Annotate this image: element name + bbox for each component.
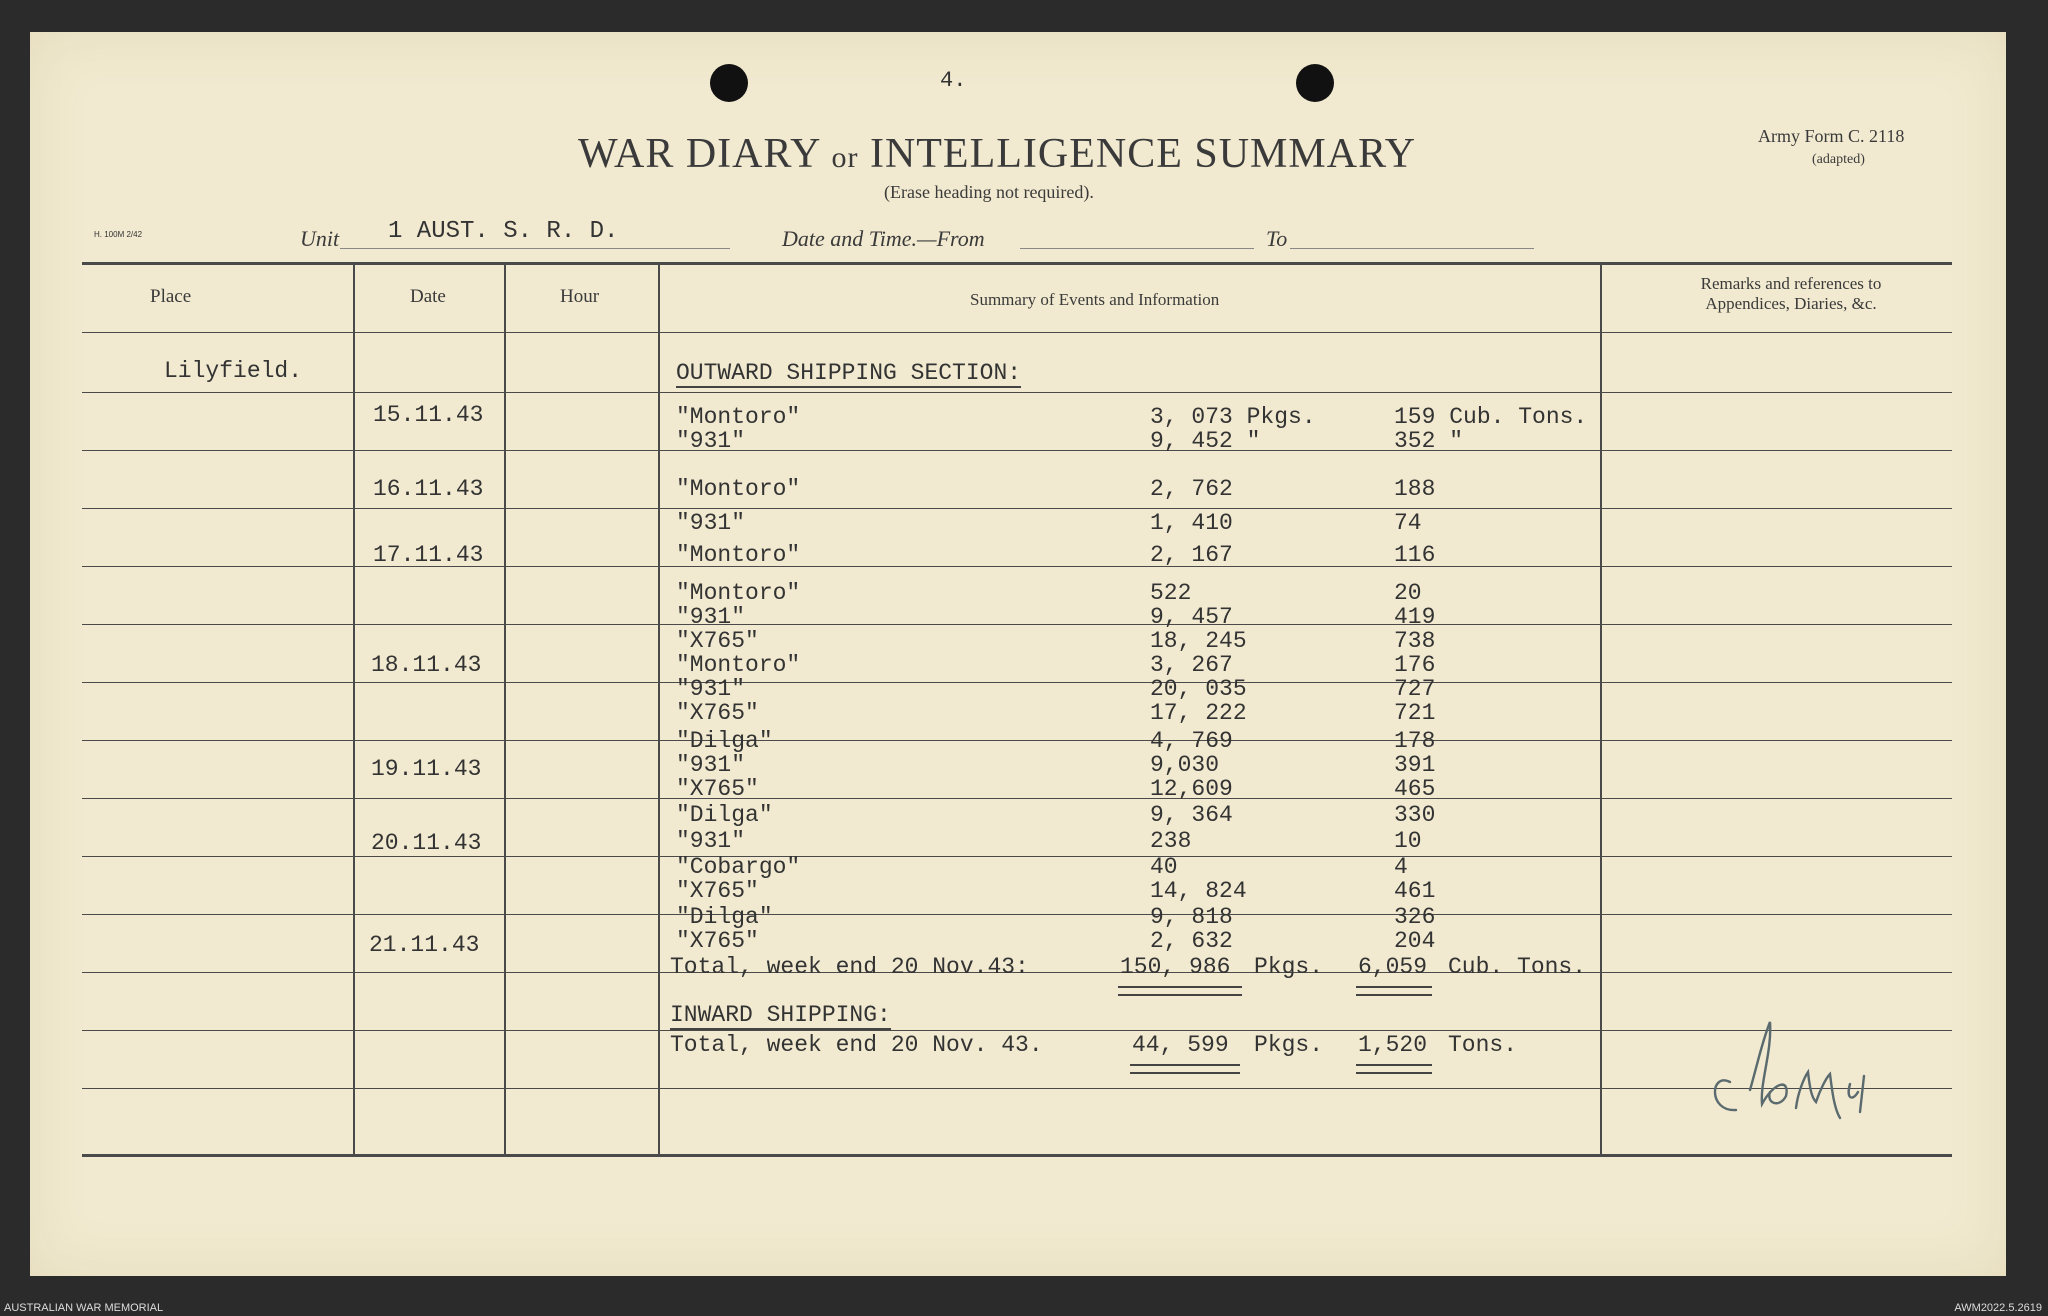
date-cell: 18.11.43	[371, 652, 482, 678]
row-rule	[82, 740, 1952, 741]
inward-total-tons: 1,520	[1358, 1032, 1428, 1058]
total-pkgs-underline	[1118, 986, 1242, 996]
entry-tons: 116	[1394, 542, 1436, 568]
column-hour: Hour	[560, 286, 600, 307]
entry-tons: 188	[1394, 476, 1436, 502]
outward-total-label: Total, week end 20 Nov.43:	[670, 954, 1029, 980]
inward-total-pkgs-unit: Pkgs.	[1254, 1032, 1324, 1058]
remarks-line-1: Remarks and references to	[1700, 274, 1882, 293]
entry-ship: "X765"	[676, 776, 759, 802]
entry-pkgs: 9,030	[1150, 752, 1220, 778]
entry-pkgs: 12,609	[1150, 776, 1233, 802]
entry-pkgs: 20, 035	[1150, 676, 1247, 702]
punch-hole-left	[710, 64, 748, 102]
entry-tons: 465	[1394, 776, 1436, 802]
row-rule	[82, 332, 1952, 333]
title-left: WAR DIARY	[578, 131, 820, 177]
row-rule	[82, 392, 1952, 393]
entry-tons: 721	[1394, 700, 1436, 726]
entry-ship: "931"	[676, 428, 746, 454]
column-date: Date	[410, 286, 446, 307]
page-number: 4.	[940, 68, 967, 93]
table-top-rule	[82, 262, 1952, 265]
column-remarks	[1664, 274, 1918, 314]
remarks-line-2: Appendices, Diaries, &c.	[1705, 294, 1877, 313]
column-place: Place	[150, 286, 192, 307]
entry-ship: "931"	[676, 828, 746, 854]
entry-pkgs: 9, 457	[1150, 604, 1233, 630]
outward-total-tons-unit: Cub. Tons.	[1448, 954, 1587, 980]
entry-ship: "X765"	[676, 928, 759, 954]
inward-total-tons-unit: Tons.	[1448, 1032, 1518, 1058]
entry-pkgs: 9, 818	[1150, 904, 1233, 930]
row-rule	[82, 450, 1952, 451]
adapted-note: (adapted)	[1812, 152, 1865, 167]
entry-tons: 10	[1394, 828, 1422, 854]
unit-label: Unit	[300, 226, 340, 251]
title-or: or	[831, 141, 859, 174]
entry-ship: "Montoro"	[676, 476, 801, 502]
entry-tons: 204	[1394, 928, 1436, 954]
entry-ship: "Dilga"	[676, 728, 773, 754]
date-cell: 19.11.43	[371, 756, 482, 782]
entry-tons: 20	[1394, 580, 1422, 606]
entry-pkgs: 18, 245	[1150, 628, 1247, 654]
entry-pkgs: 4, 769	[1150, 728, 1233, 754]
outward-total-pkgs: 150, 986	[1120, 954, 1231, 980]
entry-tons: 159 Cub. Tons.	[1394, 404, 1588, 430]
date-cell: 20.11.43	[371, 830, 482, 856]
entry-ship: "Montoro"	[676, 542, 801, 568]
entry-ship: "931"	[676, 752, 746, 778]
entry-pkgs: 14, 824	[1150, 878, 1247, 904]
print-code: H. 100M 2/42	[94, 230, 143, 239]
row-rule	[82, 856, 1952, 857]
column-summary: Summary of Events and Information	[970, 290, 1220, 309]
entry-ship: "Dilga"	[676, 904, 773, 930]
entry-tons: 4	[1394, 854, 1408, 880]
entry-pkgs: 238	[1150, 828, 1192, 854]
unit-value: 1 AUST. S. R. D.	[388, 218, 619, 245]
date-cell: 16.11.43	[373, 476, 484, 502]
subtitle: (Erase heading not required).	[884, 182, 1094, 202]
entry-ship: "Cobargo"	[676, 854, 801, 880]
row-rule	[82, 682, 1952, 683]
page-title	[578, 130, 1416, 178]
col-divider-hour	[658, 264, 660, 1154]
row-rule	[82, 798, 1952, 799]
entry-ship: "931"	[676, 604, 746, 630]
col-divider-date	[504, 264, 506, 1154]
entry-tons: 738	[1394, 628, 1436, 654]
inward-pkgs-underline	[1130, 1064, 1240, 1074]
total-tons-underline	[1356, 986, 1432, 996]
table-bottom-rule	[82, 1154, 1952, 1157]
col-divider-summary	[1600, 264, 1602, 1154]
date-time-label: Date and Time.—From	[782, 226, 985, 251]
entry-ship: "931"	[676, 676, 746, 702]
date-cell: 15.11.43	[373, 402, 484, 428]
row-rule	[82, 1088, 1952, 1089]
entry-tons: 461	[1394, 878, 1436, 904]
inward-total-pkgs: 44, 599	[1132, 1032, 1229, 1058]
entry-pkgs: 1, 410	[1150, 510, 1233, 536]
entry-pkgs: 17, 222	[1150, 700, 1247, 726]
inward-total-label: Total, week end 20 Nov. 43.	[670, 1032, 1043, 1058]
punch-hole-right	[1296, 64, 1334, 102]
row-rule	[82, 1030, 1952, 1031]
entry-pkgs: 3, 267	[1150, 652, 1233, 678]
title-right: INTELLIGENCE SUMMARY	[869, 131, 1417, 177]
col-divider-place	[353, 264, 355, 1154]
entry-pkgs: 2, 632	[1150, 928, 1233, 954]
outward-total-pkgs-unit: Pkgs.	[1254, 954, 1324, 980]
entry-tons: 326	[1394, 904, 1436, 930]
entry-pkgs: 3, 073 Pkgs.	[1150, 404, 1316, 430]
section-outward: OUTWARD SHIPPING SECTION:	[676, 360, 1022, 386]
entry-pkgs: 2, 762	[1150, 476, 1233, 502]
entry-pkgs: 40	[1150, 854, 1178, 880]
entry-ship: "X765"	[676, 878, 759, 904]
entry-ship: "Montoro"	[676, 652, 801, 678]
entry-pkgs: 2, 167	[1150, 542, 1233, 568]
entry-ship: "X765"	[676, 700, 759, 726]
to-line	[1290, 248, 1534, 249]
entry-tons: 419	[1394, 604, 1436, 630]
row-rule	[82, 624, 1952, 625]
row-rule	[82, 566, 1952, 567]
row-rule	[82, 914, 1952, 915]
entry-tons: 727	[1394, 676, 1436, 702]
unit-line	[340, 248, 730, 249]
entry-tons: 352 "	[1394, 428, 1464, 454]
section-inward: INWARD SHIPPING:	[670, 1002, 891, 1028]
footer-reference: AWM2022.5.2619	[1954, 1302, 2042, 1314]
entry-pkgs: 9, 364	[1150, 802, 1233, 828]
footer-credit: AUSTRALIAN WAR MEMORIAL	[4, 1302, 164, 1314]
entry-ship: "Montoro"	[676, 404, 801, 430]
diary-page	[30, 32, 2006, 1276]
entry-ship: "Montoro"	[676, 580, 801, 606]
entry-tons: 330	[1394, 802, 1436, 828]
entry-tons: 178	[1394, 728, 1436, 754]
inward-tons-underline	[1356, 1064, 1432, 1074]
row-rule	[82, 508, 1952, 509]
from-line	[1020, 248, 1254, 249]
entry-ship: "931"	[676, 510, 746, 536]
entry-ship: "X765"	[676, 628, 759, 654]
signature	[1700, 1012, 1900, 1122]
to-label: To	[1266, 226, 1288, 251]
entry-pkgs: 522	[1150, 580, 1192, 606]
entry-ship: "Dilga"	[676, 802, 773, 828]
entry-tons: 176	[1394, 652, 1436, 678]
date-cell: 21.11.43	[369, 932, 480, 958]
place-value: Lilyfield.	[164, 358, 303, 384]
entry-tons: 74	[1394, 510, 1422, 536]
entry-tons: 391	[1394, 752, 1436, 778]
outward-total-tons: 6,059	[1358, 954, 1428, 980]
date-cell: 17.11.43	[373, 542, 484, 568]
entry-pkgs: 9, 452 "	[1150, 428, 1261, 454]
army-form: Army Form C. 2118	[1758, 126, 1905, 146]
